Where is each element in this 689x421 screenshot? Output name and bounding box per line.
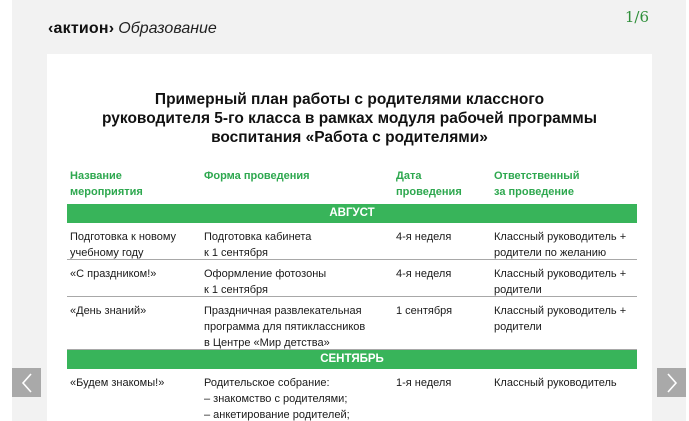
table-row [67, 369, 637, 421]
slide-counter: 1/6 [624, 8, 649, 26]
slide-page [47, 54, 652, 421]
column-header: Форма проведения [204, 170, 310, 182]
table-cell: 4-я неделя [396, 268, 452, 280]
brand-name: ‹актион› [48, 20, 115, 37]
table-cell: 4-я неделя [396, 231, 452, 243]
table-cell: Классный руководитель [494, 377, 617, 389]
chevron-left-icon [20, 372, 34, 394]
table-cell: «Будем знакомы!» [70, 377, 165, 389]
plan-table [67, 168, 637, 421]
section-band-september: СЕНТЯБРЬ [67, 350, 637, 369]
brand-subtitle: Образование [118, 20, 217, 37]
table-cell: 1 сентября [396, 305, 453, 317]
table-cell: 1-я неделя [396, 377, 452, 389]
presentation-viewer [12, 0, 686, 421]
prev-slide-button[interactable] [12, 368, 41, 397]
next-slide-button[interactable] [657, 368, 686, 397]
table-cell: «С праздником!» [70, 268, 157, 280]
table-row [67, 260, 637, 297]
table-cell: Оформление фотозоны к 1 сентября [204, 268, 327, 296]
table-cell: Классный руководитель + родители [494, 305, 627, 333]
table-header [67, 168, 637, 204]
column-header: Название мероприятия [70, 170, 143, 198]
document-title: Примерный план работы с родителями классного руководителя 5-го класса в рамках модуля рабочей программы воспитания «Работа с родителями» [102, 91, 597, 146]
section-band-august: АВГУСТ [67, 204, 637, 223]
table-cell: Праздничная развлекательная программа для пятиклассников в Центре «Мир детства» [204, 305, 366, 349]
table-cell: Подготовка кабинета к 1 сентября [204, 231, 312, 259]
table-cell: Родительское собрание: – знакомство с родителями; – анкетирование родителей; [204, 377, 350, 421]
table-row [67, 297, 637, 350]
brand-logo [48, 20, 217, 40]
column-header: Дата проведения [396, 170, 462, 198]
table-cell: Классный руководитель + родители [494, 268, 627, 296]
table-row [67, 223, 637, 260]
chevron-right-icon [665, 372, 679, 394]
table-cell: Классный руководитель + родители по желанию [494, 231, 627, 259]
column-header: Ответственный за проведение [494, 170, 580, 198]
table-cell: Подготовка к новому учебному году [70, 231, 177, 259]
table-cell: «День знаний» [70, 305, 147, 317]
